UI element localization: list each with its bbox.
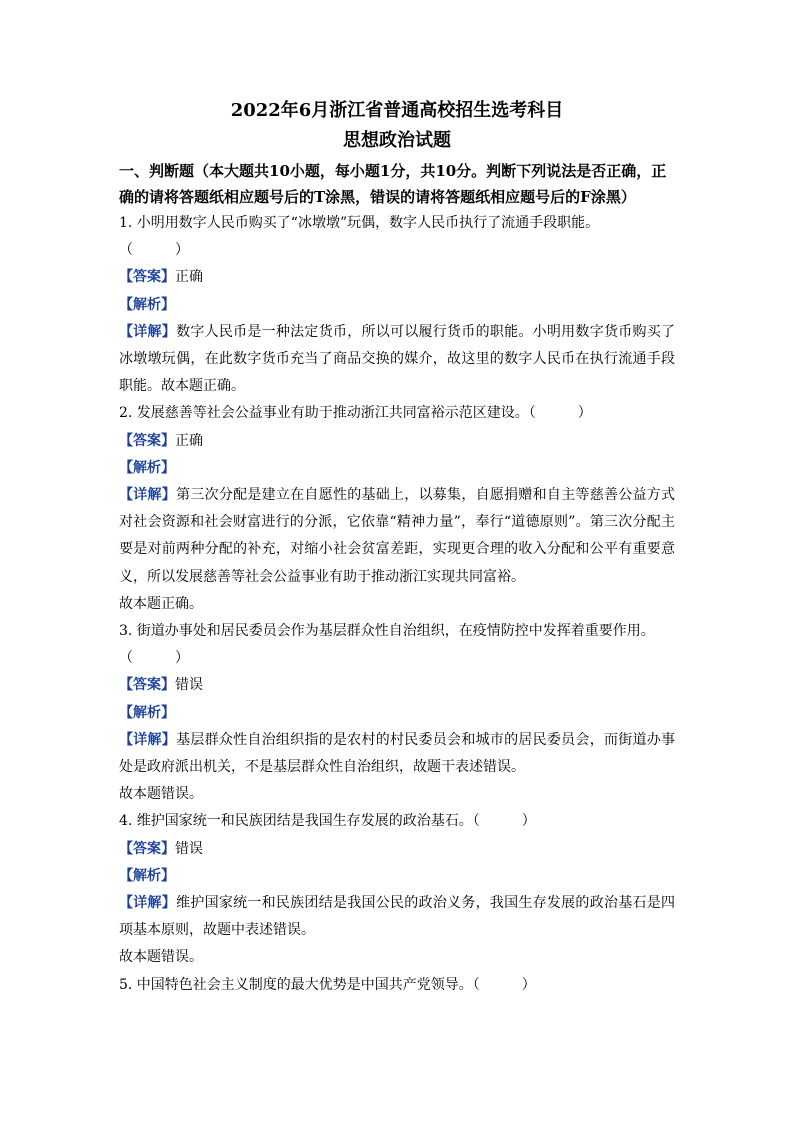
analysis-label: 【解析】 xyxy=(119,459,175,476)
detail-paragraph xyxy=(119,319,675,401)
answer-row xyxy=(119,672,675,699)
analysis-row xyxy=(119,455,675,482)
detail-text: 基层群众性自治组织指的是农村的村民委员会和城市的居民委员会，而街道办事处是政府派出机关，不是基层群众性自治组织，故题干表述错误。 xyxy=(119,731,676,776)
answer-label: 【答案】 xyxy=(119,432,175,449)
detail-label: 【详解】 xyxy=(119,323,177,340)
question-3 xyxy=(119,618,675,808)
conclusion-text: 故本题错误。 xyxy=(119,786,203,803)
detail-text: 维护国家统一和民族团结是我国公民的政治义务，我国生存发展的政治基石是四项基本原则，故题中表述错误。 xyxy=(119,895,676,939)
answer-value: 错误 xyxy=(175,840,203,857)
answer-label: 【答案】 xyxy=(119,677,175,694)
exam-title: 2022年6月浙江省普通高校招生选考科目 xyxy=(230,100,564,121)
detail-paragraph xyxy=(119,482,675,591)
answer-value: 正确 xyxy=(175,269,203,286)
question-stem: 5. 中国特色社会主义制度的最大优势是中国共产党领导。（ ） xyxy=(119,976,536,993)
answer-label: 【答案】 xyxy=(119,269,175,286)
analysis-label: 【解析】 xyxy=(119,867,175,884)
detail-label: 【详解】 xyxy=(119,895,177,912)
detail-label: 【详解】 xyxy=(119,487,177,504)
analysis-label: 【解析】 xyxy=(119,704,175,721)
answer-row xyxy=(119,836,675,863)
answer-row xyxy=(119,428,675,455)
answer-value: 正确 xyxy=(175,432,203,449)
analysis-row xyxy=(119,700,675,727)
question-stem: 4. 维护国家统一和民族团结是我国生存发展的政治基石。（ ） xyxy=(119,813,536,830)
detail-label: 【详解】 xyxy=(119,731,177,748)
question-stem: 2. 发展慈善等社会公益事业有助于推动浙江共同富裕示范区建设。（ ） xyxy=(119,405,592,422)
question-1 xyxy=(119,210,675,400)
detail-text: 第三次分配是建立在自愿性的基础上，以募集，自愿捐赠和自主等慈善公益方式对社会资源和社会财富进行的分派，它依靠“精神力量”，奉行“道德原则”。第三次分配主要是对前两种分配的补充，对缩小社会贫富差距，实现更合理的收入分配和公平有重要意义，所以发展慈善等社会公益事业有助于推动浙江实现共同富裕。 xyxy=(119,487,676,585)
conclusion-text: 故本题正确。 xyxy=(119,595,203,612)
section-heading: 一、判断题（本大题共10小题，每小题1分，共10分。判断下列说法是否正确，正确的请将答题纸相应题号后的T涂黑，错误的请将答题纸相应题号后的F涂黑） xyxy=(119,162,667,206)
detail-paragraph xyxy=(119,727,675,781)
answer-label: 【答案】 xyxy=(119,840,175,857)
answer-value: 错误 xyxy=(175,677,203,694)
question-stem: 1. 小明用数字人民币购买了“冰墩墩”玩偶，数字人民币执行了流通手段职能。 xyxy=(119,215,600,231)
analysis-row xyxy=(119,292,675,319)
conclusion-text: 故本题错误。 xyxy=(119,949,203,966)
analysis-row xyxy=(119,863,675,890)
question-2 xyxy=(119,400,675,618)
answer-blank: （ ） xyxy=(119,242,189,259)
answer-row xyxy=(119,264,675,291)
question-5 xyxy=(119,972,675,999)
detail-paragraph xyxy=(119,890,675,944)
question-4 xyxy=(119,808,675,971)
question-stem: 3. 街道办事处和居民委员会作为基层群众性自治组织，在疫情防控中发挥着重要作用。 xyxy=(119,623,655,640)
analysis-label: 【解析】 xyxy=(119,296,175,313)
exam-subtitle: 思想政治试题 xyxy=(343,130,451,151)
answer-blank: （ ） xyxy=(119,650,189,667)
detail-text: 数字人民币是一种法定货币，所以可以履行货币的职能。小明用数字货币购买了冰墩墩玩偶，在此数字货币充当了商品交换的媒介，故这里的数字人民币在执行流通手段职能。故本题正确。 xyxy=(119,323,676,395)
